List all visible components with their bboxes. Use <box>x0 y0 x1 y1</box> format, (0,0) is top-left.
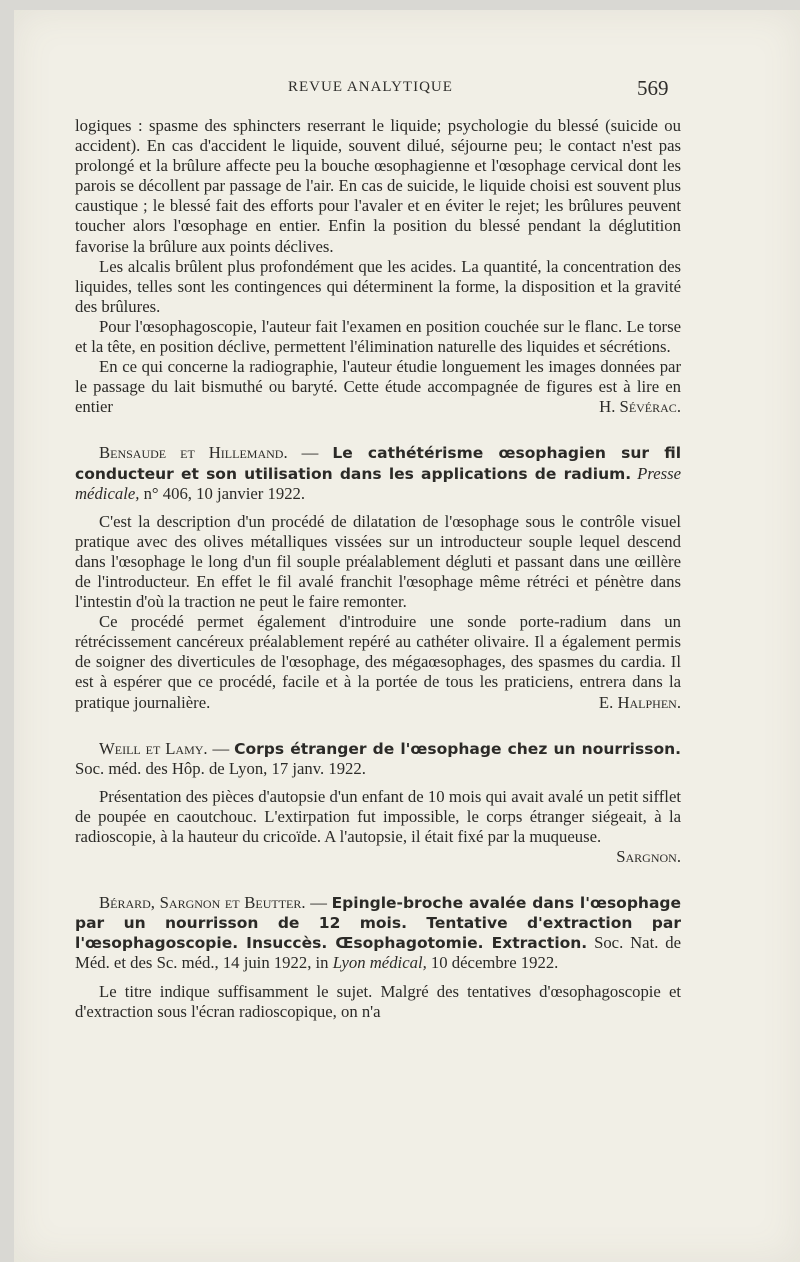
page-number: 569 <box>637 76 669 100</box>
paragraph <box>75 612 681 712</box>
entry-journal: Lyon médical, <box>332 953 427 973</box>
entry-heading <box>75 893 681 973</box>
signature: Sargnon. <box>616 847 681 867</box>
entry-title: Epingle-broche avalée dans l'œsophage par un nourrisson de 12 mois. Tentative d'extraction par l'œsophagoscopie. Insuccès. Œsophagotomie. Extraction. <box>75 894 682 953</box>
paragraph: Le titre indique suffisamment le sujet. Malgré des tentatives d'œsophagoscopie et d'extraction sous l'écran radioscopique, on n'a <box>75 981 681 1021</box>
paragraph: Les alcalis brûlent plus profondément que les acides. La quantité, la concentration des liquides, telles sont les contingences qui déterminent la forme, la disposition et la gravité des brûlures. <box>75 256 681 316</box>
entry-authors: Bensaude et Hillemand. <box>99 443 288 463</box>
running-title: REVUE ANALYTIQUE <box>288 79 453 95</box>
entry-reference: Soc. Nat. de Méd. et des Sc. méd., 14 juin 1922, in <box>75 933 681 973</box>
entry-dash: — <box>310 893 327 913</box>
paragraph: logiques : spasme des sphincters reserrant le liquide; psychologie du blessé (suicide ou accident). En cas d'accident le liquide, souvent dilué, séjourne peu; le contact n'est pas prolongé et la brûlure affecte peu la bouche œsophagienne et l'œsophage cervical dont les parois se décollent par passage de l'air. En cas de suicide, le liquide choisi est souvent plus caustique ; le blessé fait des efforts pour l'avaler et en éviter le rejet; les brûlures peuvent toucher alors l'œsophage en entier. Enfin la position du blessé pendant la déglutition favorise la brûlure aux points déclives. <box>75 116 681 256</box>
review-entry <box>75 893 681 1022</box>
signature: E. Halphen. <box>598 692 681 712</box>
review-entry <box>75 739 681 868</box>
entry-authors: Weill et Lamy. <box>99 738 208 758</box>
review-entry <box>75 443 681 712</box>
entry-reference: Soc. méd. des Hôp. de Lyon, 17 janv. 1922. <box>75 758 366 778</box>
entry-title: Corps étranger de l'œsophage chez un nourrisson. <box>234 739 682 758</box>
paragraph: Présentation des pièces d'autopsie d'un enfant de 10 mois qui avait avalé un petit sifflet de poupée en caoutchouc. L'extirpation fut impossible, le corps étranger siégeait, à la radioscopie, à la hauteur du cricoïde. A l'autopsie, il était fixé par la muqueuse. <box>75 786 681 846</box>
paragraph: Pour l'œsophagoscopie, l'auteur fait l'examen en position couchée sur le flanc. Le torse et la tête, en position déclive, permettent l'élimination naturelle des liquides et sécrétions. <box>75 316 681 357</box>
paragraph-text: En ce qui concerne la radiographie, l'auteur étudie longuement les images données par le passage du lait bismuthé ou baryté. Cette étude accompagnée de figures est à lire en entier <box>75 357 681 417</box>
entry-heading <box>75 739 681 779</box>
entry-reference: n° 406, 10 janvier 1922. <box>143 483 306 503</box>
entry-heading <box>75 443 681 503</box>
signature: H. Sévérac. <box>599 397 681 417</box>
page-header <box>0 76 800 103</box>
paragraph: C'est la description d'un procédé de dilatation de l'œsophage sous le contrôle visuel pratique avec des olives métalliques vissées sur un introducteur souple lequel descend dans l'œsophage le long d'un fil souple préalablement dégluti et passant dans une œillère de l'introducteur. En effet le fil avalé franchit l'œsophage même rétréci et pénètre dans l'intestin d'où la traction ne peut le faire remonter. <box>75 511 681 612</box>
entry-journal: Presse médicale, <box>75 463 682 503</box>
entry-authors: Bérard, Sargnon et Beutter. <box>99 893 306 913</box>
entry-dash: — <box>301 443 319 463</box>
paragraph-text: Ce procédé permet également d'introduire une sonde porte-radium dans un rétrécissement cancéreux préalablement repéré au cathéter olivaire. Il a également permis de soigner des diverticules de l'œsophage, des mégaœsophages, des spasmes du cardia. Il est à espérer que ce procédé, facile et à la portée de tous les praticiens, entrera dans la pratique journalière. <box>75 612 681 712</box>
entry-title: Le cathétérisme œsophagien sur fil conducteur et son utilisation dans les applications de radium. <box>75 444 682 483</box>
article-body <box>75 116 681 1022</box>
paragraph <box>75 357 681 417</box>
entry-reference-date: 10 décembre 1922. <box>430 953 559 973</box>
entry-dash: — <box>212 738 230 758</box>
